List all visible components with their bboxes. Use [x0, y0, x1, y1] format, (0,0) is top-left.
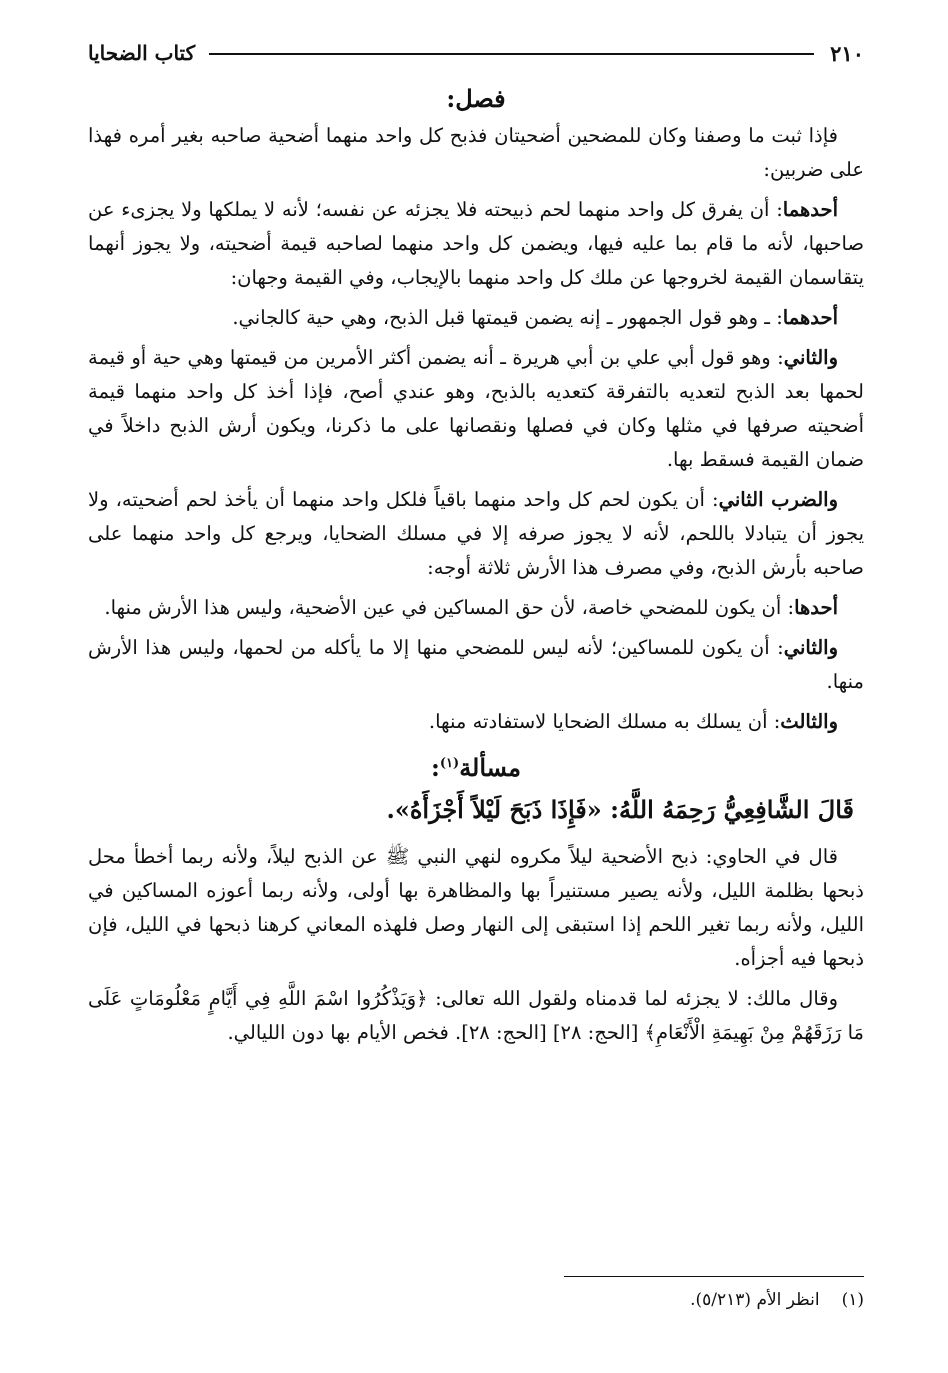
paragraph [88, 341, 864, 477]
paragraph [88, 301, 864, 335]
footnote-rule [564, 1276, 864, 1277]
section-body-1 [88, 119, 864, 739]
shafii-quote: قَالَ الشَّافِعِيُّ رَحِمَهُ اللَّهُ: «فَإِذَا ذَبَحَ لَيْلاً أَجْزَأَهُ». [386, 795, 854, 824]
paragraph-text: : أن يكون للمساكين؛ لأنه ليس للمضحي منها إلا ما يأكله من لحمها، وليس هذا الأرش منها. [88, 636, 864, 693]
book-title: كتاب الضحايا [88, 41, 196, 65]
paragraph-lead: والثالث [780, 710, 838, 733]
paragraph [88, 193, 864, 295]
masala-heading-suffix: : [431, 753, 440, 782]
paragraph [88, 483, 864, 585]
document-page [88, 36, 864, 1336]
paragraph-text: فإذا ثبت ما وصفنا وكان للمضحين أضحيتان فذبح كل واحد منهما أضحية صاحبه بغير أمره فهذا على ضربين: [88, 124, 864, 181]
paragraph-text: : ـ وهو قول الجمهور ـ إنه يضمن قيمتها قبل الذبح، وهي حية كالجاني. [232, 306, 783, 329]
page-header [88, 36, 864, 70]
paragraph-lead: والثاني [783, 636, 838, 659]
paragraph [88, 982, 864, 1050]
page-number: ٢١٠ [830, 40, 864, 66]
paragraph [88, 119, 864, 187]
paragraph-text: : وهو قول أبي علي بن أبي هريرة ـ أنه يضمن أكثر الأمرين من قيمتها وهي حية أو قيمة لحمها بعد الذبح لتعديه بالتفرقة كتعديه بالذبح، وهو عندي أصح، فإذا أخذ كل واحد منهما قيمة أضحيته صرفها في مثلها وكان في فصلها ونقصانها على ما ذكرنا، ويكون أرش الذبح داخلاً في ضمان القيمة فسقط بها. [88, 346, 864, 471]
section-body-2 [88, 840, 864, 1050]
paragraph-lead: والضرب الثاني [718, 488, 838, 511]
footnote-marker: (١) [439, 756, 460, 771]
paragraph [88, 705, 864, 739]
paragraph-lead: أحدهما [782, 198, 838, 221]
footnote-text: انظر الأم (٥/٢١٣). [690, 1290, 820, 1310]
paragraph-text: : أن يكون للمضحي خاصة، لأن حق المساكين في عين الأضحية، وليس هذا الأرش منها. [104, 596, 795, 619]
paragraph-text: : أن يسلك به مسلك الضحايا لاستفادته منها. [428, 710, 781, 733]
footnote [88, 1290, 864, 1310]
paragraph-lead: والثاني [783, 346, 838, 369]
header-rule [209, 53, 814, 55]
paragraph [88, 631, 864, 699]
paragraph-text: قال في الحاوي: ذبح الأضحية ليلاً مكروه لنهي النبي ﷺ عن الذبح ليلاً، ولأنه ربما أخطأ محل ذبحها بظلمة الليل، ولأنه يصير مستنيراً بها والمظاهرة بها أولى، ولأنه ربما أعوزه المساكين في الليل، ولأنه ربما تغير اللحم إذا استبقى إلى النهار وصل فلهذه المعاني كرهنا ذبحها في الليل، فإن ذبحها فيه أجزأه. [88, 845, 864, 970]
paragraph-text: : أن يكون لحم كل واحد منهما باقياً فلكل واحد منهما أن يأخذ لحم أضحيته، ولا يجوز أن يتبادلا باللحم، لأنه لا يجوز صرفه إلا في مسلك الضحايا، ويرجع كل واحد منهما على صاحبه بأرش الذبح، وفي مصرف هذا الأرش ثلاثة أوجه: [88, 488, 864, 579]
paragraph-text: وقال مالك: لا يجزئه لما قدمناه ولقول الله تعالى: ﴿وَيَذْكُرُوا اسْمَ اللَّهِ فِي أَيَّامٍ مَعْلُومَاتٍ عَلَى مَا رَزَقَهُمْ مِنْ بَهِيمَةِ الْأَنْعَامِ﴾ [الحج: ٢٨] [الحج: ٢٨]. فخص الأيام بها دون الليالي. [88, 987, 864, 1044]
paragraph-text: : أن يفرق كل واحد منهما لحم ذبيحته فلا يجزئه عن نفسه؛ لأنه لا يملكها ولا يجزىء عن صاحبها، لأنه ما قام بما عليه فيها، ويضمن كل واحد منهما لصاحبه قيمة أضحيته، ولا يجوز أنهما يتقاسمان القيمة لخروجها عن ملك كل واحد منهما بالإيجاب، وفي القيمة وجهان: [88, 198, 864, 289]
section-heading-fasl: فصل: [446, 84, 506, 113]
section-heading-masala [88, 753, 864, 782]
masala-heading-text: مسألة [459, 753, 521, 782]
paragraph-lead: أحدهما [782, 306, 838, 329]
paragraph [88, 591, 864, 625]
footnote-number: (١) [841, 1290, 864, 1310]
paragraph [88, 840, 864, 976]
paragraph-lead: أحدها [794, 596, 838, 619]
